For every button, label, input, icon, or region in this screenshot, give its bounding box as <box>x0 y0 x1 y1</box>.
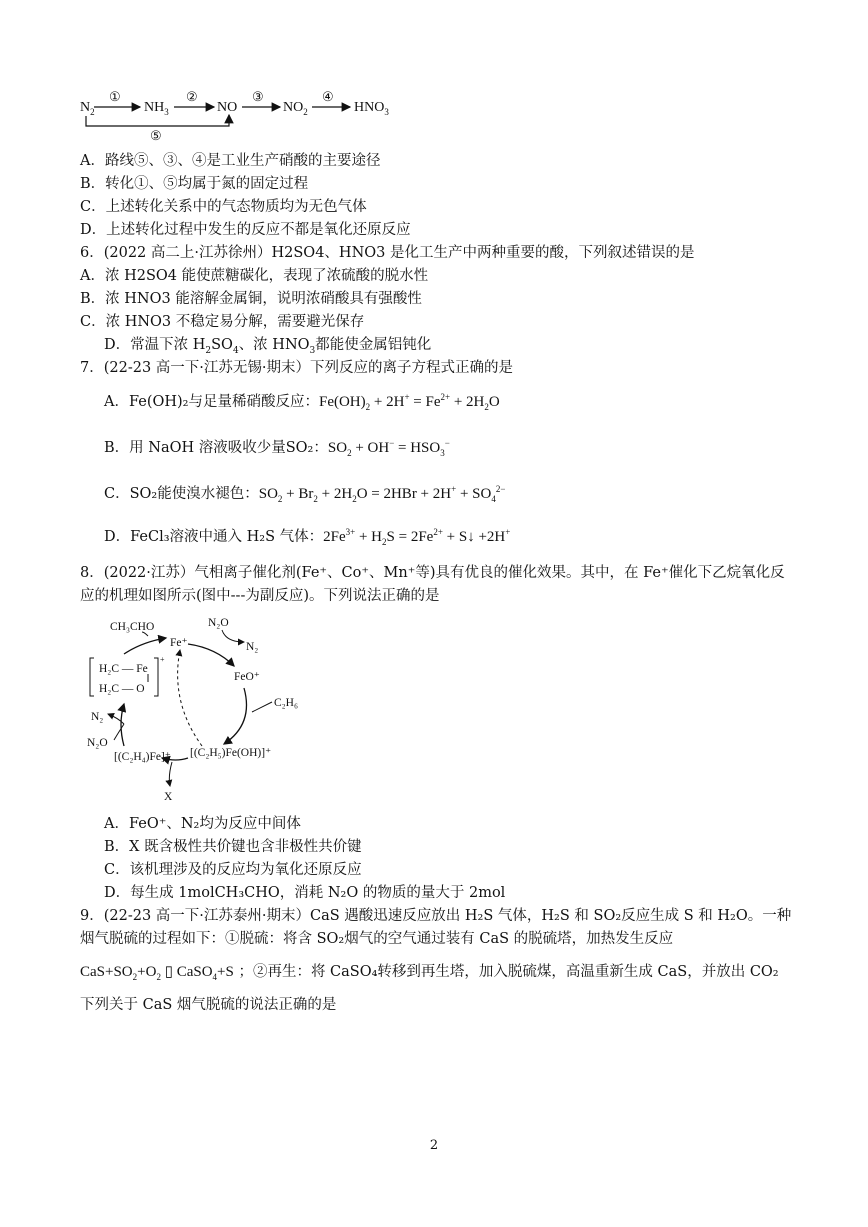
ring-top-label: H₂C — Fe <box>99 663 148 675</box>
species-ch3cho: CH₃CHO <box>110 621 155 633</box>
q5-option-c: C．上述转化关系中的气态物质均为无色气体 <box>80 199 367 215</box>
fe-catalytic-mechanism-diagram <box>84 612 314 808</box>
species-n2o-left: N₂O <box>87 737 108 749</box>
q8-option-c: C．该机理涉及的反应均为氧化还原反应 <box>104 862 362 878</box>
q9-line1: 9．(22-23 高一下·江苏泰州·期末）CaS 遇酸迅速反应放出 H₂S 气体，H₂S 和 SO₂反应生成 S 和 H₂O。一种 <box>80 908 792 924</box>
q9-line2: 烟气脱硫的过程如下：①脱硫：将含 SO₂烟气的空气通过装有 CaS 的脱硫塔，加热发生反应 <box>80 931 674 947</box>
q5-option-b: B．转化①、⑤均属于氮的固定过程 <box>80 176 309 192</box>
step-2-label: ② <box>186 89 198 104</box>
q7-option-c: C．SO₂能使溴水褪色：$SO_2 + Br_2 + 2H_2O = 2HBr + 2H^+ + SO_4^{2-}$ <box>104 484 506 504</box>
q7-option-a: A．Fe(OH)₂与足量稀硝酸反应：$Fe(OH)_2 + 2H^+ = Fe^{2+} + 2H_2O$ <box>104 392 500 412</box>
q6-option-a: A．浓 H2SO4 能使蔗糖碳化，表现了浓硫酸的脱水性 <box>80 268 429 284</box>
nitrogen-conversion-scheme <box>76 86 406 146</box>
species-c2h4fe: [(C₂H₄)Fe]⁺ <box>114 751 171 763</box>
q7-stem: 7．(22-23 高一下·江苏无锡·期末）下列反应的离子方程式正确的是 <box>80 360 514 376</box>
step-4-label: ④ <box>322 89 334 104</box>
q9-line3: $CaS+SO_2+O_2$ ▯ CaSO$_4$+S ；②再生：将 CaSO₄转移到再生塔，加入脱硫煤，高温重新生成 CaS，并放出 CO₂ <box>80 964 779 982</box>
q7-option-b: B．用 NaOH 溶液吸收少量SO₂：$SO_2 + OH^- = HSO_3^-$ <box>104 438 450 458</box>
species-n2o-top: N₂O <box>208 617 229 629</box>
q5-option-a: A．路线⑤、③、④是工业生产硝酸的主要途径 <box>80 153 381 169</box>
q8-option-b: B．X 既含极性共价键也含非极性共价键 <box>104 839 362 855</box>
q8-stem-line2: 应的机理如图所示(图中---为副反应)。下列说法正确的是 <box>80 588 440 604</box>
species-n2-left: N₂ <box>91 711 104 723</box>
species-hno3: $HNO_3$ <box>354 100 389 117</box>
q6-option-c: C．浓 HNO3 不稳定易分解，需要避光保存 <box>80 314 365 330</box>
step-3-label: ③ <box>252 89 264 104</box>
species-c2h5feoh: [(C₂H₅)Fe(OH)]⁺ <box>190 747 272 759</box>
species-no: NO <box>217 100 238 115</box>
species-n2-top: N₂ <box>246 641 259 653</box>
q6-option-b: B．浓 HNO3 能溶解金属铜，说明浓硝酸具有强酸性 <box>80 291 422 307</box>
ring-bottom-label: H₂C — O <box>99 683 145 695</box>
species-x: X <box>164 791 173 803</box>
q5-option-d: D．上述转化过程中发生的反应不都是氧化还原反应 <box>80 222 411 238</box>
svg-text:+: + <box>160 655 165 664</box>
q8-stem-line1: 8．(2022·江苏）气相离子催化剂(Fe⁺、Co⁺、Mn⁺等)具有优良的催化效果。其中，在 Fe⁺催化下乙烷氧化反 <box>80 565 785 581</box>
step-1-label: ① <box>109 89 121 104</box>
page-number: 2 <box>429 1138 439 1153</box>
q8-option-d: D．每生成 1molCH₃CHO，消耗 N₂O 的物质的量大于 2mol <box>104 885 506 901</box>
species-nh3: $NH_3$ <box>144 100 169 117</box>
species-feo-plus: FeO⁺ <box>234 671 260 683</box>
q8-option-a: A．FeO⁺、N₂均为反应中间体 <box>104 816 301 832</box>
species-no2: $NO_2$ <box>283 100 308 117</box>
q7-option-d: D．FeCl₃溶液中通入 H₂S 气体：$2Fe^{3+} + H_2S = 2Fe^{2+}$ + S↓ +2H+ <box>104 527 511 547</box>
species-fe-plus: Fe⁺ <box>170 637 188 649</box>
step-5-label: ⑤ <box>150 128 162 143</box>
q6-stem: 6．(2022 高二上·江苏徐州）H2SO4、HNO3 是化工生产中两种重要的酸，下列叙述错误的是 <box>80 245 695 261</box>
species-n2: $N_2$ <box>80 100 95 117</box>
species-c2h6: C₂H₆ <box>274 697 298 709</box>
q9-line4: 下列关于 CaS 烟气脱硫的说法正确的是 <box>80 997 337 1013</box>
q6-option-d: D．常温下浓 $H_2SO_4$、浓 $HNO_3$都能使金属铝钝化 <box>104 337 432 356</box>
